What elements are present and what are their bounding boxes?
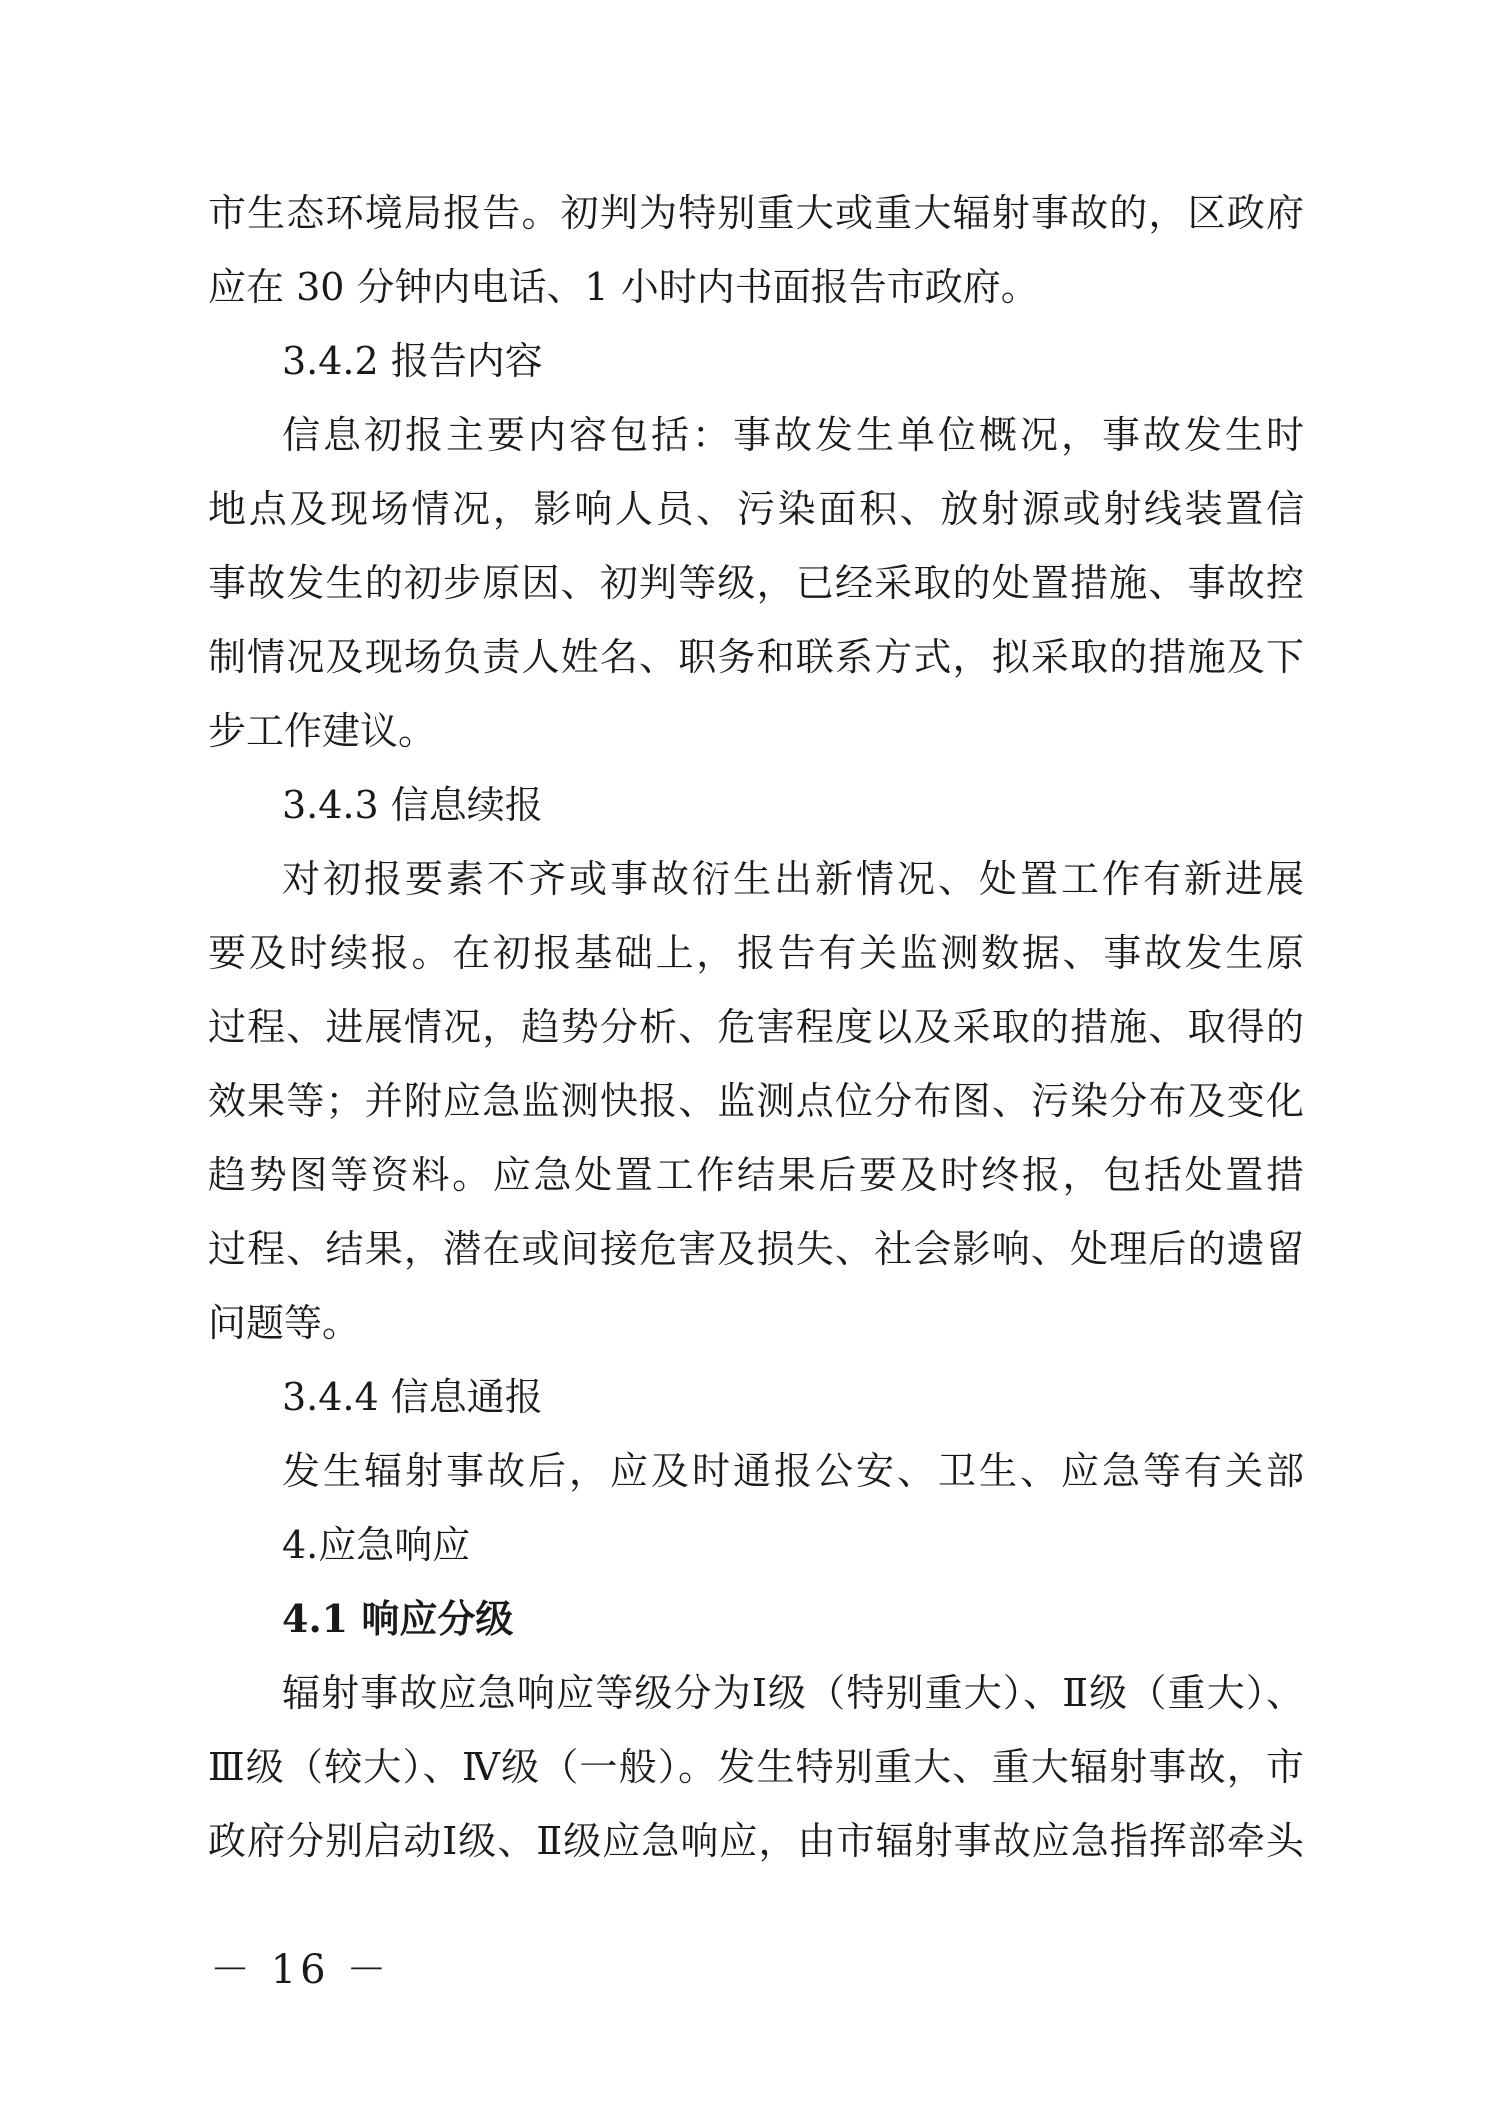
body-line: 过程、结果，潜在或间接危害及损失、社会影响、处理后的遗留: [208, 1227, 1304, 1271]
section-heading: 4.应急响应: [282, 1523, 471, 1567]
body-line: 辐射事故应急响应等级分为Ⅰ级（特别重大）、Ⅱ级（重大）、: [282, 1671, 1304, 1715]
body-line: 事故发生的初步原因、初判等级，已经采取的处置措施、事故控: [208, 561, 1304, 605]
body-line: 趋势图等资料。应急处置工作结果后要及时终报，包括处置措: [208, 1153, 1304, 1197]
body-line: 市生态环境局报告。初判为特别重大或重大辐射事故的，区政府: [208, 191, 1304, 235]
body-line: 过程、进展情况，趋势分析、危害程度以及采取的措施、取得的: [208, 1005, 1304, 1049]
body-line: 发生辐射事故后，应及时通报公安、卫生、应急等有关部: [282, 1449, 1304, 1493]
body-line: 地点及现场情况，影响人员、污染面积、放射源或射线装置信: [208, 487, 1304, 531]
body-line: 步工作建议。: [208, 709, 437, 753]
body-line: 对初报要素不齐或事故衍生出新情况、处置工作有新进展: [282, 857, 1304, 901]
section-heading-bold: 4.1 响应分级: [282, 1596, 514, 1641]
body-line: Ⅲ级（较大）、Ⅳ级（一般）。发生特别重大、重大辐射事故，市: [208, 1745, 1304, 1789]
body-line: 效果等；并附应急监测快报、监测点位分布图、污染分布及变化: [208, 1079, 1304, 1123]
section-subheading: 3.4.2 报告内容: [282, 339, 543, 383]
body-line: 问题等。: [208, 1301, 361, 1345]
body-line: 信息初报主要内容包括：事故发生单位概况，事故发生时: [282, 413, 1304, 457]
section-subheading: 3.4.3 信息续报: [282, 783, 543, 827]
body-line: 应在 30 分钟内电话、1 小时内书面报告市政府。: [208, 265, 1039, 309]
page-number: － 16 －: [210, 1947, 391, 1993]
body-line: 制情况及现场负责人姓名、职务和联系方式，拟采取的措施及下: [208, 635, 1304, 679]
body-line: 政府分别启动Ⅰ级、Ⅱ级应急响应，由市辐射事故应急指挥部牵头: [208, 1819, 1304, 1863]
section-subheading: 3.4.4 信息通报: [282, 1375, 543, 1419]
body-line: 要及时续报。在初报基础上，报告有关监测数据、事故发生原: [208, 931, 1304, 975]
